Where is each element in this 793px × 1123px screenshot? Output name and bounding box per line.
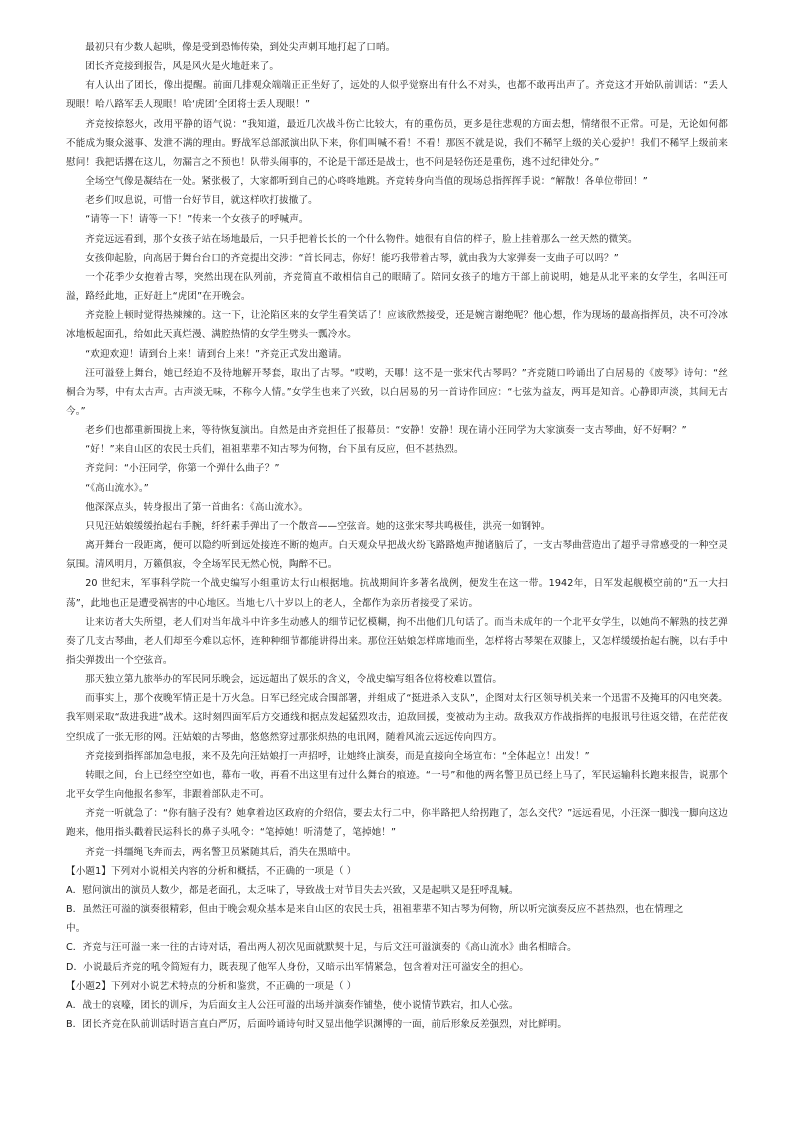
paragraph: 齐竞脸上顿时觉得热辣辣的。这一下，让沦陷区来的女学生看笑话了！应该欣然接受，还是婉言谢绝呢？他心想，作为现场的最高指挥员，决不可冷冰冰地板起面孔，给如此天真烂漫、满腔热情的女学生劈头一瓢冷水。 [66, 310, 728, 341]
document-page [66, 38, 728, 1034]
paragraph: 转眼之间，台上已经空空如也，幕布一收，再看不出这里有过什么舞台的痕迹。“一号”和他的两名警卫员已经上马了，军民运输科长跑来报告，说那个北平女学生向他报名参军，非跟着部队走不可。 [66, 769, 728, 801]
paragraph: 汪可溢登上舞台，她已经迫不及待地解开琴套，取出了古琴。“哎哟，天哪！这不是一张宋代古琴吗？”齐竞随口吟诵出了白居易的《废琴》诗句：“丝桐合为琴，中有太古声。古声淡无味，不称今人情。”女学生也来了兴致，以白居易的另一首诗作回应：“七弦为益友，两耳是知音。心静即声淡，其间无古今。” [66, 367, 728, 417]
paragraph: 全场空气像是凝结在一处。紧张极了，大家都听到自己的心咚咚地跳。齐竞转身向当值的现场总指挥挥手说：“解散！各单位带回！” [85, 176, 648, 188]
paragraph: 那天独立第九旅举办的军民同乐晚会，远远超出了娱乐的含义，令战史编写组各位将校难以置信。 [85, 674, 503, 686]
paragraph: 只见汪姑娘缓缓抬起右手腕，纤纤素手弹出了一个散音——空弦音。她的这张宋琴共鸣极佳，洪亮一如钢钟。 [85, 520, 551, 532]
paragraph: “好！”来自山区的农民士兵们，祖祖辈辈不知古琴为何物，台下虽有反应，但不甚热烈。 [85, 444, 464, 456]
paragraph: 老乡们也都重新围拢上来，等待恢复演出。自然是由齐竞担任了报幕员：“安静！安静！现在请小汪同学为大家演奏一支古琴曲，好不好啊？” [85, 425, 687, 437]
paragraph: 团长齐竞接到报告，风是风火是火地赶来了。 [85, 61, 280, 73]
option-a: A．慰问演出的演员人数少，都是老面孔，太乏味了，导致战士对节目失去兴致，又是起哄又是狂呼乱喊。 [66, 884, 519, 896]
paragraph: 让来访者大失所望，老人们对当年战斗中许多生动感人的细节记忆模糊，拘不出他们几句话了。而当未成年的一个北平女学生，以她尚不解熟的技艺弹奏了几支古琴曲，老人们却至今难以忘怀，连种种细节都能讲得出来。那位汪姑娘怎样席地而坐，怎样将古琴架在双膝上，又怎样缓缓抬起右腕，以右手中指尖弹拨出一个空弦音。 [66, 616, 728, 666]
option-b: B．虽然汪可溢的演奏很精彩，但由于晚会观众基本是来自山区的农民士兵，祖祖辈辈不知古琴为何物，所以听完演奏反应不甚热烈，也在情理之 [66, 904, 684, 916]
option-b: B．团长齐竞在队前训话时语言直白严厉，后面吟诵诗句时又显出他学识渊博的一面，前后形象反差强烈，对比鲜明。 [66, 1018, 568, 1030]
paragraph: 齐竞接到指挥部加急电报，来不及先向汪姑娘打一声招呼，让她终止演奏，而是直接向全场宣布：“全体起立！出发！” [85, 750, 590, 762]
paragraph: 女孩仰起脸，向高居于舞台台口的齐竞提出交涉：“首长同志，你好！能巧我带着古琴，就由我为大家弹奏一支曲子可以吗？” [85, 252, 619, 264]
paragraph: 老乡们叹息说，可惜一台好节目，就这样吹打拔撤了。 [85, 195, 318, 207]
paragraph: 离开舞台一段距离，便可以隐约听到远处接连不断的炮声。白天观众早把战火纷飞路路炮声抛诸脑后了，一支古琴曲营造出了超乎寻常感受的一种空灵氛围。清风明月，万籁俱寂，令全场军民无然心悦，陶醉不已。 [66, 540, 728, 571]
option-b-continued: 中。 [66, 923, 86, 935]
paragraph: 齐竞远远看到，那个女孩子站在场地最后，一只手把着长长的一个什么物件。她很有自信的样子，脸上挂着那么一丝天然的微笑。 [85, 233, 638, 245]
option-c: C．齐竞与汪可溢一来一往的古诗对话，看出两人初次见面就默契十足，与后文汪可溢演奏的《高山流水》曲名相暗合。 [66, 942, 577, 954]
paragraph: 20 世纪末，军事科学院一个战史编写小组重访太行山根据地。抗战期间许多著名战例，便发生在这一带。1942年，日军发起舰模空前的“五一大扫荡”，此地也正是遭受祸害的中心地区。当地七八十岁以上的老人，全都作为亲历者接受了采访。 [66, 578, 728, 609]
option-a: A．战士的哀嚎，团长的训斥，为后面女主人公汪可溢的出场并演奏作铺垫，使小说情节跌宕，扣人心弦。 [66, 999, 519, 1011]
paragraph: 齐竞一听就急了：“你有脑子没有？她拿着边区政府的介绍信，要去太行二中，你半路把人给拐跑了，怎么交代？”远远看见，小汪深一脚浅一脚向这边跑来，他用指头戳着民运科长的鼻子头吼令：“笔掉她！听清楚了，笔掉她！” [66, 808, 728, 839]
question-2 [66, 977, 728, 1034]
option-d: D．小说最后齐竞的吼令简短有力，既表现了他军人身份，又暗示出军情紧急，包含着对汪可溢安全的担心。 [66, 961, 530, 973]
paragraph: “请等一下！请等一下！”传来一个女孩子的呼喊声。 [85, 214, 309, 226]
question-stem: 【小题1】下列对小说相关内容的分析和概括，不正确的一项是（ ） [66, 865, 357, 877]
question-stem: 【小题2】下列对小说艺术特点的分析和鉴赏，不正确的一项是（ ） [66, 980, 357, 992]
paragraph: “《高山流水》。” [85, 482, 149, 494]
question-1 [66, 862, 728, 977]
paragraph: 齐竞问：“小汪同学，你第一个弹什么曲子？” [85, 463, 280, 475]
paragraph: 齐竞按捺怒火，改用平静的语气说：“我知道，最近几次战斗伤亡比较大，有的重伤员，更多是往悲观的方面去想，情绪很不正常。可是，无论如何都不能成为聚众滋事、发泄不满的理由。野战军总部派演出队下来，你们叫喊不看！不看！那医不就是说，我们不稀罕上级的关心爱护！我们不稀罕上级前来慰问！我把话撂在这儿，勿漏言之不预也！队带头闹事的，不论是干部还是战士，也不问是轻伤还是重伤，逃不过纪律处分。” [66, 118, 728, 168]
paragraph: 他深深点头，转身报出了第一首曲名：《高山流水》。 [85, 501, 309, 513]
paragraph: “欢迎欢迎！请到台上来！请到台上来！”齐竞正式发出邀请。 [85, 348, 348, 360]
paragraph: 有人认出了团长，像出提醒。前面几排观众端端正正坐好了，远处的人似乎觉察出有什么不对头，也都不敢再出声了。齐竞这才开始队前训话：“丢人现眼！哈八路军丢人现眼！哈‘虎团’全团将士丢人现眼！” [66, 80, 728, 111]
paragraph: 一个花季少女抱着古琴，突然出现在队列前，齐竞简直不敢相信自己的眼睛了。陪同女孩子的地方干部上前说明，她是从北平来的女学生，名叫汪可溢，路经此地，正好赶上“虎团”在开晚会。 [66, 271, 728, 303]
paragraph: 最初只有少数人起哄，像是受到恐怖传染，到处尖声刺耳地打起了口哨。 [85, 42, 396, 53]
paragraph: 齐竞一抖缰绳飞奔而去，两名警卫员紧随其后，消失在黑暗中。 [85, 846, 357, 858]
paragraph: 而事实上，那个夜晚军情正是十万火急。日军已经完成合围部署，并组成了“挺进杀入支队”，企图对太行区领导机关来一个迅雷不及掩耳的闪电突袭。我军则采取“敌进我进”战术。这时刻四面军后方交通线和据点发起猛烈攻击，迫敌回援，变被动为主动。敌我双方作战指挥的电报讯号往返交错，在茫茫夜空织成了一张无形的网。汪姑娘的古琴曲，悠悠然穿过那张炽热的电讯网，随着风流云远远传向四方。 [66, 693, 728, 743]
